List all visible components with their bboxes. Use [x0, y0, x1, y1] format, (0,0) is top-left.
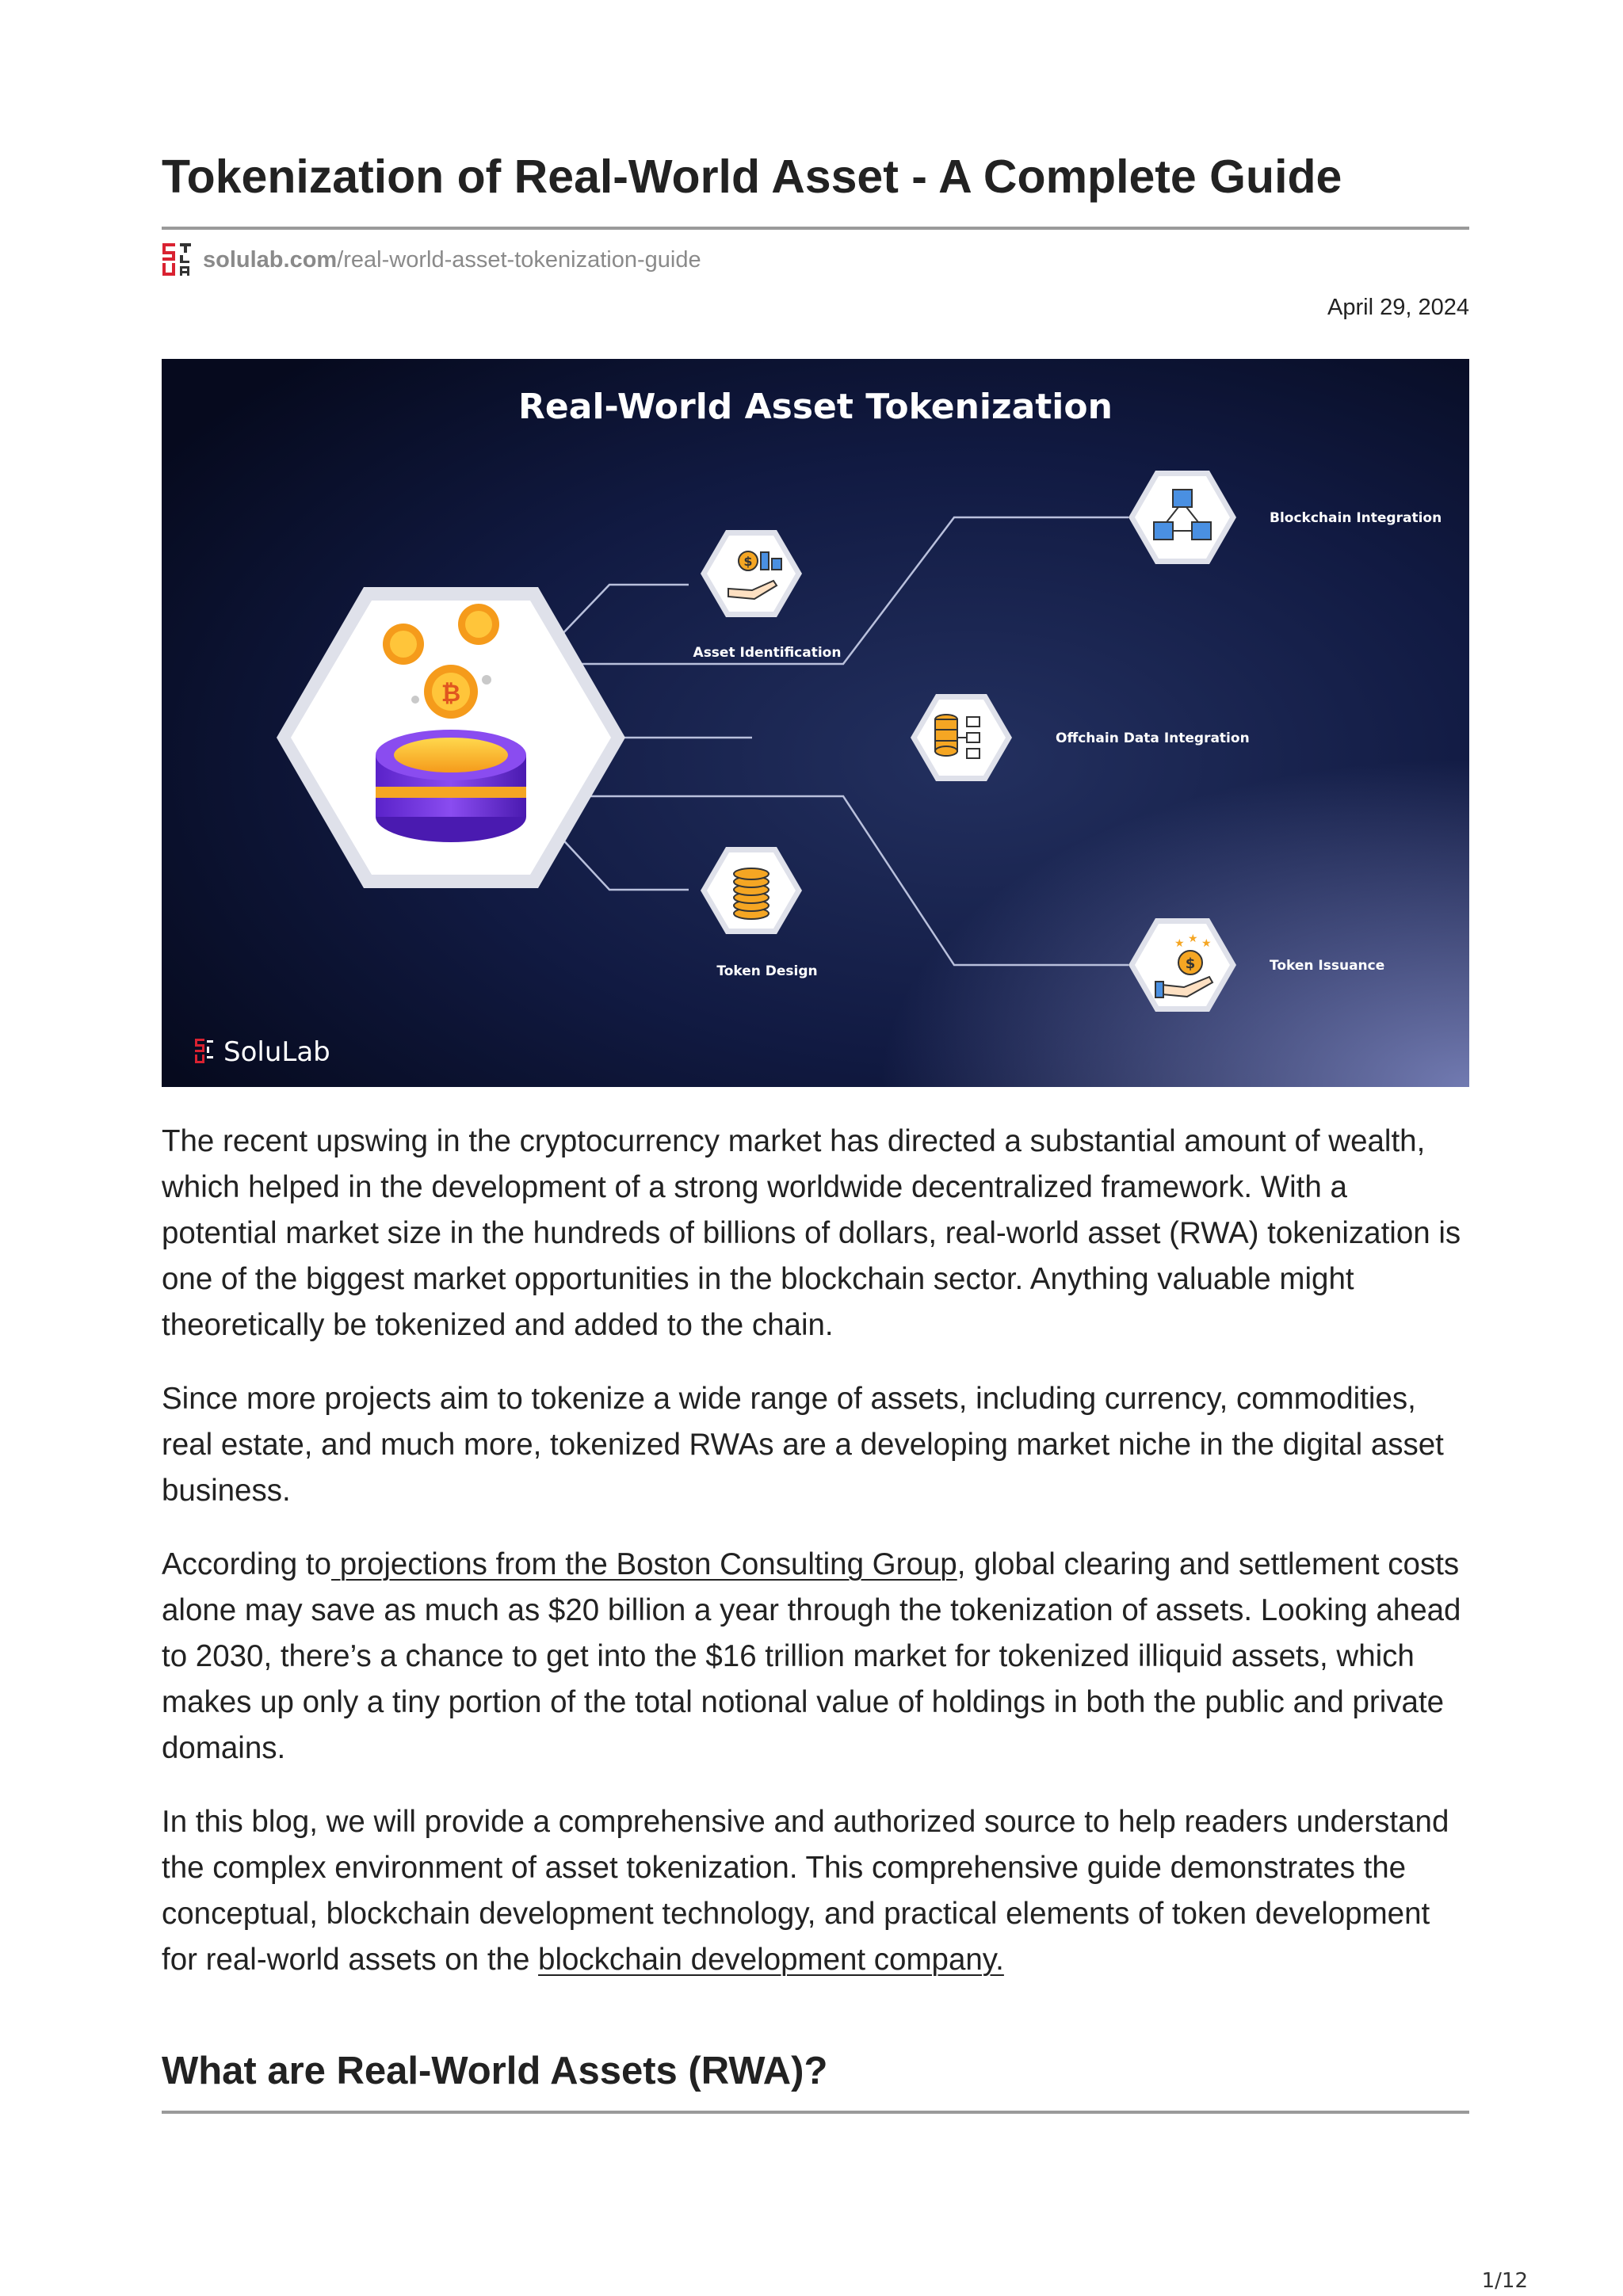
- paragraph-3: [162, 1542, 1469, 1772]
- svg-text:★: ★: [1201, 937, 1212, 950]
- source-domain: solulab.com: [203, 246, 338, 273]
- paragraph-3-intro: According to: [162, 1547, 332, 1581]
- brand-name: SoluLab: [223, 1036, 330, 1068]
- article-title: Tokenization of Real-World Asset - A Complete Guide: [162, 151, 1342, 203]
- paragraph-3-rest: , global clearing and settlement costs alone may save as much as $20 billion a year through the tokenization of assets. Looking ahead to 2030, there’s a chance to get into the $16 trillion market for tokenized illiquid assets, which makes up only a tiny portion of the total notional value of holdings in both the public and private domains.: [162, 1547, 1461, 1765]
- source-url[interactable]: [203, 247, 701, 273]
- label-offchain-data-integration: Offchain Data Integration: [1056, 730, 1250, 746]
- source-line: [162, 241, 701, 279]
- label-token-design: Token Design: [716, 963, 818, 979]
- paragraph-1: The recent upswing in the cryptocurrency market has directed a substantial amount of wealth, which helped in the development of a strong worldwide decentralized framework. With a potential market size in the hundreds of billions of dollars, real-world asset (RWA) tokenization is one of the biggest market opportunities in the blockchain sector. Anything valuable might theoretically be tokenized and added to the chain.: [162, 1124, 1461, 1342]
- label-blockchain-integration: Blockchain Integration: [1270, 510, 1442, 526]
- hero-image: [162, 359, 1469, 1087]
- paragraph-4: [162, 1799, 1469, 1983]
- hero-infographic: [162, 359, 1469, 1087]
- database-icon: [935, 715, 980, 758]
- publish-date: April 29, 2024: [1327, 295, 1469, 320]
- paragraph-2: Since more projects aim to tokenize a wide range of assets, including currency, commodities, real estate, and much more, tokenized RWAs are a developing market niche in the digital asset business.: [162, 1382, 1444, 1508]
- article-body: [162, 1119, 1469, 2011]
- title-divider: [162, 227, 1469, 230]
- svg-text:$: $: [743, 554, 753, 569]
- svg-text:₿: ₿: [441, 680, 461, 707]
- svg-text:★: ★: [1188, 933, 1198, 945]
- solulab-logo-icon: [162, 242, 193, 277]
- hero-title: Real-World Asset Tokenization: [518, 387, 1113, 427]
- paragraph-4-text: In this blog, we will provide a comprehensive and authorized source to help readers understand the complex environment of asset tokenization. This comprehensive guide demonstrates the conceptual, blockchain development technology, and practical elements of token development for real-world assets on the: [162, 1805, 1449, 1977]
- bcg-projections-link[interactable]: projections from the Boston Consulting Group: [331, 1547, 957, 1581]
- source-path: /real-world-asset-tokenization-guide: [337, 246, 701, 273]
- blockchain-development-company-link[interactable]: blockchain development company.: [538, 1943, 1004, 1977]
- page-number: 1/12: [1481, 2269, 1528, 2293]
- label-token-issuance: Token Issuance: [1270, 958, 1385, 974]
- svg-text:★: ★: [1174, 937, 1185, 950]
- coin-stack-icon: [734, 868, 769, 919]
- section-divider: [162, 2111, 1469, 2114]
- svg-text:$: $: [1185, 955, 1196, 972]
- label-asset-identification: Asset Identification: [693, 645, 842, 661]
- section-heading-rwa: What are Real-World Assets (RWA)?: [162, 2050, 828, 2092]
